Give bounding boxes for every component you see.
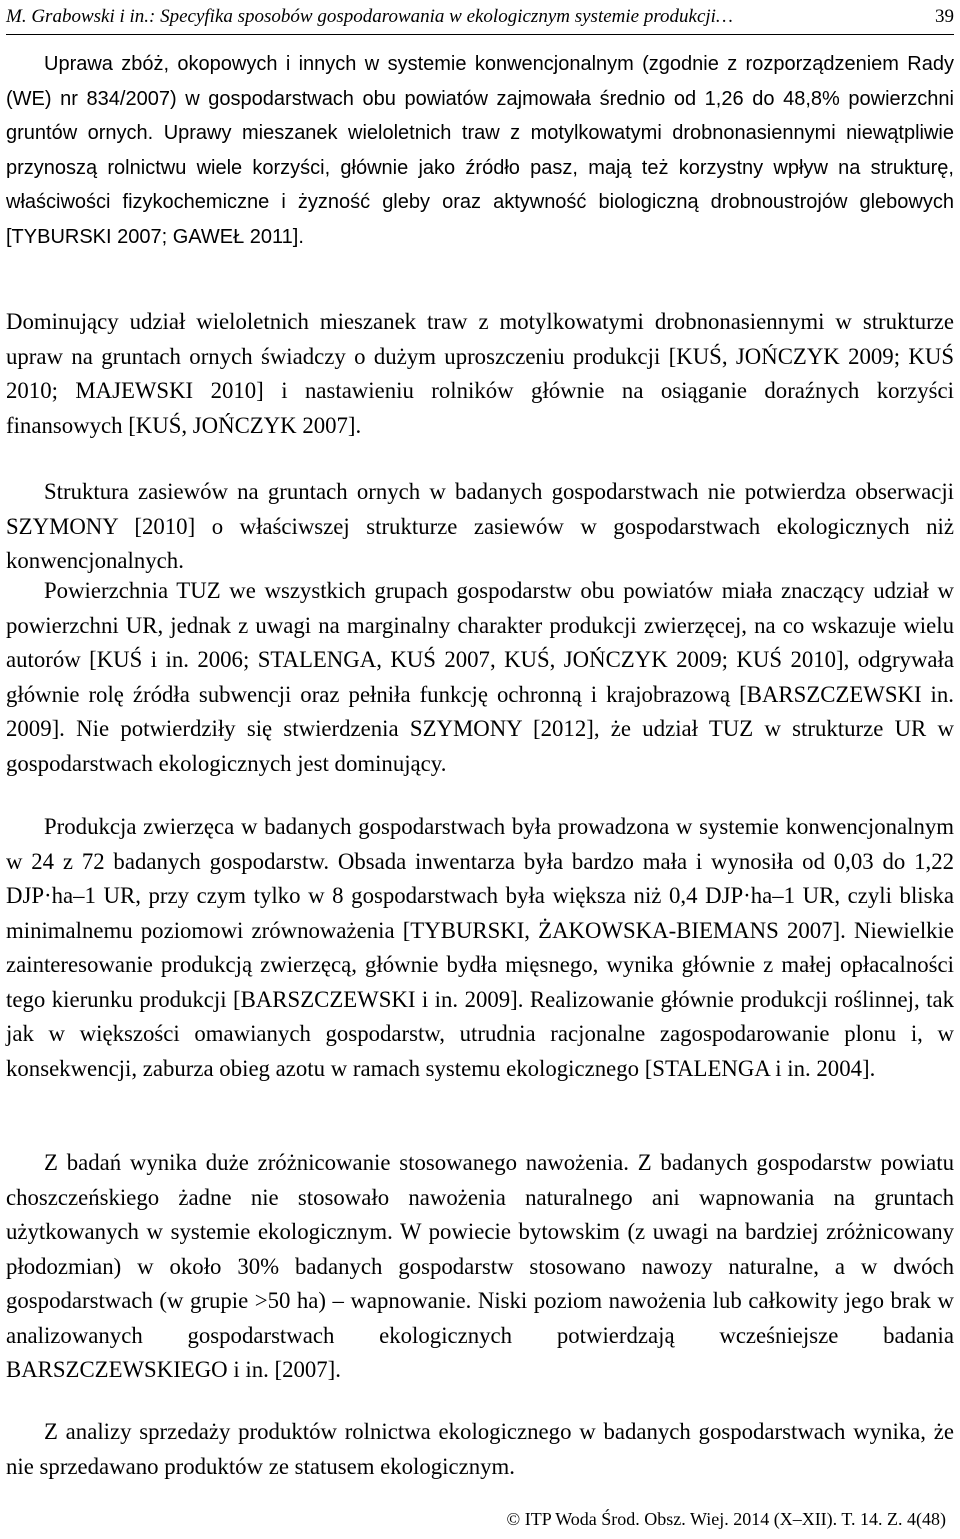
- paragraph-grass-mixtures: Dominujący udział wieloletnich mieszanek traw z motylkowatymi drobnonasiennymi w strukturze upraw na gruntach ornych świadczy o dużym uproszczeniu produkcji [KUŚ, JOŃCZYK 2009; KUŚ 2010; MAJEWSKI 2010] i nastawieniu rolników głównie na osiąganie doraźnych korzyści finansowych [KUŚ, JOŃCZYK 2007].: [6, 309, 954, 438]
- paragraph-sowing-structure: Struktura zasiewów na gruntach ornych w badanych gospodarstwach nie potwierdza obserwacji SZYMONY [2010] o właściwszej strukturze zasiewów w gospodarstwach ekologicznych niż konwencjonalnych.: [6, 479, 954, 573]
- paragraph-fertilization: Z badań wynika duże zróżnicowanie stosowanego nawożenia. Z badanych gospodarstw powiatu choszczeńskiego żadne nie stosowało nawożenia naturalnego ani wapnowania na gruntach użytkowanych w systemie ekologicznym. W powiecie bytowskim (z uwagi na bardziej zróżnicowany płodozmian) w około 30% badanych gospodarstw stosowano nawozy naturalne, a w dwóch gospodarstwach (w grupie >50 ha) – wapnowanie. Niski poziom nawożenia lub całkowity jego brak w analizowanych gospodarstwach ekologicznych potwierdzają wcześniejsze badania BARSZCZEWSKIEGO i in. [2007].: [6, 1150, 954, 1382]
- running-header: [6, 2, 954, 35]
- paragraph-sales: Z analizy sprzedaży produktów rolnictwa ekologicznego w badanych gospodarstwach wynika, że nie sprzedawano produktów ze statusem ekologicznym.: [6, 1419, 954, 1479]
- journal-footer: © ITP Woda Środ. Obsz. Wiej. 2014 (X–XII). T. 14. Z. 4(48): [506, 1509, 946, 1529]
- paragraph-crop-structure: Uprawa zbóż, okopowych i innych w systemie konwencjonalnym (zgodnie z rozporządzeniem Rady (WE) nr 834/2007) w gospodarstwach obu powiatów zajmowała średnio od 1,26 do 48,8% powierzchni gruntów ornych. Uprawy mieszanek wieloletnich traw z motylkowatymi drobnonasiennymi niewątpliwie przynoszą rolnictwu wiele korzyści, głównie jako źródło pasz, mają też korzystny wpływ na strukturę, właściwości fizykochemiczne i żyzność gleby oraz aktywność biologiczną drobnoustrojów glebowych [TYBURSKI 2007; GAWEŁ 2011].: [6, 53, 954, 248]
- running-title: M. Grabowski i in.: Specyfika sposobów gospodarowania w ekologicznym systemie produkcji…: [6, 6, 733, 27]
- paragraph-animal-production: Produkcja zwierzęca w badanych gospodarstwach była prowadzona w systemie konwencjonalnym w 24 z 72 badanych gospodarstw. Obsada inwentarza była bardzo mała i wynosiła od 0,03 do 1,22 DJP·ha–1 UR, przy czym tylko w 8 gospodarstwach była większa niż 0,4 DJP·ha–1 UR, czyli bliska minimalnemu poziomowi zrównoważenia [TYBURSKI, ŻAKOWSKA-BIEMANS 2007]. Niewielkie zainteresowanie produkcją zwierzęcą, głównie bydła mięsnego, wynika głównie z małej opłacalności tego kierunku produkcji [BARSZCZEWSKI i in. 2009]. Realizowanie głównie produkcji roślinnej, tak jak w większości omawianych gospodarstw, utrudnia racjonalne zagospodarowanie plonu i, w konsekwencji, zaburza obieg azotu w ramach systemu ekologicznego [STALENGA i in. 2004].: [6, 814, 954, 1081]
- page-number: 39: [935, 6, 954, 27]
- paragraph-grassland: Powierzchnia TUZ we wszystkich grupach gospodarstw obu powiatów miała znaczący udział w powierzchni UR, jednak z uwagi na marginalny charakter produkcji zwierzęcej, na co wskazuje wielu autorów [KUŚ i in. 2006; STALENGA, KUŚ 2007, KUŚ, JOŃCZYK 2009; KUŚ 2010], odgrywała głównie rolę źródła subwencji oraz pełniła funkcję ochronną i krajobrazową [BARSZCZEWSKI in. 2009]. Nie potwierdziły się stwierdzenia SZYMONY [2012], że udział TUZ w strukturze UR w gospodarstwach ekologicznych jest dominujący.: [6, 578, 954, 776]
